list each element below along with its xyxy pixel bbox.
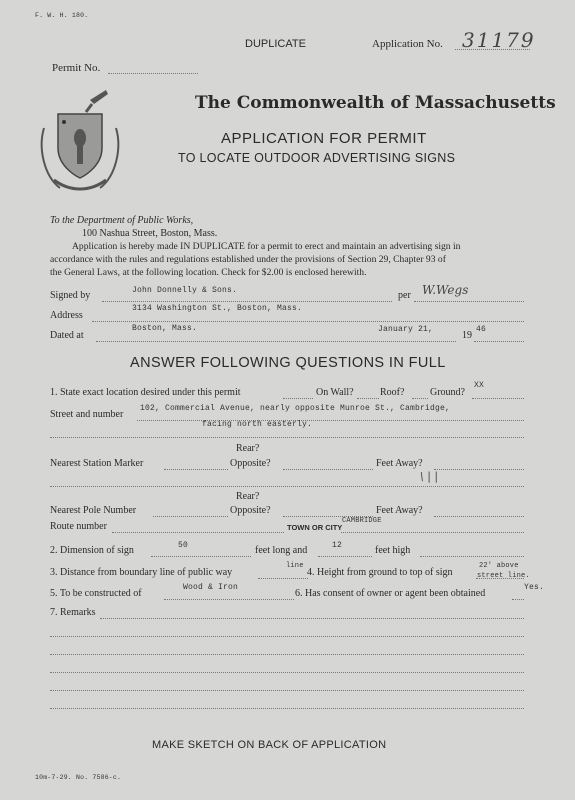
pole-rear-label: Rear? [236,491,260,502]
year-line [474,341,524,342]
q1-ground-line [472,398,524,399]
q4-label: 4. Height from ground to top of sign [307,567,453,578]
pole-number-label: Nearest Pole Number [50,505,137,516]
per-signature: W.Wegs [422,283,469,297]
year-prefix: 19 [462,330,472,341]
town-or-city-line [341,532,524,533]
intro-line-3: the General Laws, at the following location. Check for $2.00 is enclosed herewith. [50,267,367,278]
route-number-label: Route number [50,521,107,532]
q1-ground: Ground? [430,387,465,398]
sketch-note: MAKE SKETCH ON BACK OF APPLICATION [152,739,387,751]
form-subtitle: TO LOCATE OUTDOOR ADVERTISING SIGNS [178,151,456,165]
pole-opposite-label: Opposite? [230,505,271,516]
state-seal-emblem [30,88,130,198]
q1-roof-line [412,398,428,399]
remarks-line-5 [50,690,524,691]
dated-at-value: Boston, Mass. [132,324,198,333]
q1-line [283,398,313,399]
address-label: Address [50,310,83,321]
answer-heading: ANSWER FOLLOWING QUESTIONS IN FULL [130,355,446,371]
year-value: 46 [476,325,487,334]
form-title: APPLICATION FOR PERMIT [221,130,427,147]
commonwealth-title: The Commonwealth of Massachusetts [195,93,556,113]
intro-line-1: Application is hereby made IN DUPLICATE for a permit to erect and maintain an advertising sign in [72,241,461,252]
remarks-line-3 [50,654,524,655]
station-opposite-line [283,469,373,470]
q1-on-wall-line [357,398,379,399]
station-feet-away-line [434,469,524,470]
application-no-label: Application No. [372,38,443,50]
form-code: F. W. H. 180. [35,12,89,19]
q2-tail-line [420,556,524,557]
intro-line-2: accordance with the rules and regulations established under the provisions of Section 29, Chapter 93 of [50,254,446,265]
remarks-line-2 [50,636,524,637]
dated-at-line [96,341,456,342]
permit-no-line [108,73,198,74]
street-line-2 [50,437,524,438]
q2-high-label: feet high [375,545,411,556]
footer-code: 10m-7-29. No. 7586-c. [35,774,122,781]
q4-value-line-2: street line. [477,572,530,580]
signed-by-line [102,301,392,302]
per-label: per [398,290,411,301]
q1-on-wall: On Wall? [316,387,354,398]
addressee-line-1: To the Department of Public Works, [50,215,194,226]
addressee-line-2: 100 Nashua Street, Boston, Mass. [82,228,218,239]
q6-value: Yes. [524,583,545,592]
remarks-line-6 [50,708,524,709]
route-number-line [112,532,284,533]
pole-feet-away-line [434,516,524,517]
q1-roof: Roof? [380,387,405,398]
q6-line [512,599,524,600]
q2-long-value: 50 [178,541,189,550]
address-line [92,321,524,322]
station-rear-label: Rear? [236,443,260,454]
q6-label: 6. Has consent of owner or agent been obtained [295,588,486,599]
date-value: January 21, [378,325,434,334]
application-no-value: 31179 [462,28,536,52]
q2-high-line [318,556,372,557]
dated-at-label: Dated at [50,330,84,341]
pole-feet-away-label: Feet Away? [376,505,423,516]
remarks-line-4 [50,672,524,673]
q3-line [258,578,308,579]
q5-line [164,599,294,600]
street-value-line-2: facing north easterly. [202,420,313,429]
street-value-line-1: 102, Commercial Avenue, nearly opposite Munroe St., Cambridge, [140,404,451,413]
q3-value: line [286,562,304,570]
q7-remarks-label: 7. Remarks [50,607,96,618]
q1-label: 1. State exact location desired under this permit [50,387,241,398]
q3-label: 3. Distance from boundary line of public way [50,567,233,578]
q5-label: 5. To be constructed of [50,588,142,599]
address-value: 3134 Washington St., Boston, Mass. [132,304,303,313]
signed-by-label: Signed by [50,290,91,301]
q5-value: Wood & Iron [183,583,239,592]
street-line-1 [137,420,524,421]
station-mark: \ | | [420,470,439,483]
town-or-city-value: CAMBRIDGE [342,517,382,525]
q2-high-value: 12 [332,541,343,550]
station-marker-line [164,469,228,470]
duplicate-label: DUPLICATE [245,38,306,50]
station-marker-label: Nearest Station Marker [50,458,144,469]
q2-long-label: feet long and [255,545,308,556]
per-line [414,301,524,302]
town-or-city-label: TOWN OR CITY [287,523,343,532]
remarks-line-1 [100,618,524,619]
signed-by-value: John Donnelly & Sons. [132,286,238,295]
station-feet-away-label: Feet Away? [376,458,423,469]
street-label: Street and number [50,409,124,420]
station-line-2 [50,486,524,487]
q4-value-line-1: 22' above [479,562,519,570]
pole-number-line [153,516,228,517]
q1-ground-value: XX [474,381,485,390]
station-opposite-label: Opposite? [230,458,271,469]
q2-long-line [151,556,251,557]
permit-no-label: Permit No. [52,62,101,74]
q2-label: 2. Dimension of sign [50,545,134,556]
